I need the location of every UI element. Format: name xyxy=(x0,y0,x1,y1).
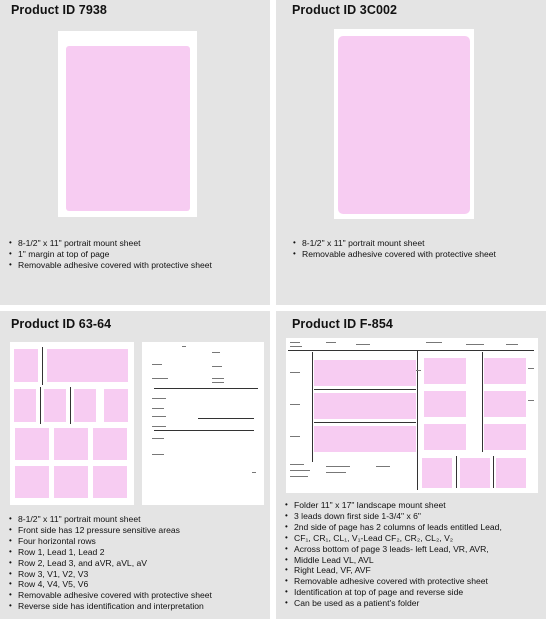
lead-area xyxy=(484,358,526,384)
product-panel-7938 xyxy=(0,0,270,305)
product-panel-63-64 xyxy=(0,311,270,619)
lead-area xyxy=(93,428,127,460)
feature-item: • Reverse side has identification and interpretation xyxy=(8,601,212,612)
feature-item: • Removable adhesive covered with protective sheet xyxy=(8,590,212,601)
front-sheet-illustration xyxy=(10,342,134,505)
feature-item: • Middle Lead VL, AVL xyxy=(284,555,502,566)
form-text xyxy=(290,346,302,347)
divider xyxy=(482,352,483,452)
form-text xyxy=(152,416,166,417)
adhesive-area xyxy=(66,46,190,211)
form-text xyxy=(290,342,300,343)
feature-list xyxy=(292,238,496,260)
form-text xyxy=(528,400,534,401)
form-text xyxy=(152,378,168,379)
lead-area xyxy=(104,389,128,422)
product-panel-3c002 xyxy=(276,0,546,305)
lead-area xyxy=(15,428,49,460)
feature-item: • Folder 11" x 17" landscape mount sheet xyxy=(284,500,502,511)
feature-item: • Front side has 12 pressure sensitive areas xyxy=(8,525,212,536)
feature-item: • 3 leads down first side 1-3/4" x 6" xyxy=(284,511,502,522)
lead-area xyxy=(74,389,96,422)
feature-item: • 2nd side of page has 2 columns of leads entitled Lead, xyxy=(284,522,502,533)
form-text xyxy=(326,472,346,473)
form-text xyxy=(290,436,300,437)
mount-sheet-illustration xyxy=(334,29,474,219)
feature-item: • CF₁, CR₁, CL₁, V₁-Lead CF₂, CR₂, CL₂, V₂ xyxy=(284,533,502,544)
feature-item: • 1" margin at top of page xyxy=(8,249,212,260)
feature-list xyxy=(284,500,502,609)
divider xyxy=(456,456,457,488)
lead-area xyxy=(484,424,526,450)
feature-item: • Row 4, V4, V5, V6 xyxy=(8,579,212,590)
divider xyxy=(40,387,41,424)
lead-area xyxy=(484,391,526,417)
form-text xyxy=(152,398,166,399)
form-text xyxy=(416,370,421,371)
form-line xyxy=(314,422,416,423)
lead-area xyxy=(93,466,127,498)
fold-line xyxy=(417,350,418,490)
feature-item: • Row 1, Lead 1, Lead 2 xyxy=(8,547,212,558)
form-text xyxy=(152,426,166,427)
lead-area xyxy=(424,358,466,384)
feature-item: • 8-1/2" x 11" portrait mount sheet xyxy=(8,514,212,525)
feature-item: • Right Lead, VF, AVF xyxy=(284,565,502,576)
feature-item: • Row 2, Lead 3, and aVR, aVL, aV xyxy=(8,558,212,569)
form-text xyxy=(290,470,310,471)
divider xyxy=(312,352,313,462)
form-text xyxy=(212,366,222,367)
form-text xyxy=(252,472,256,473)
divider xyxy=(42,347,43,385)
lead-area xyxy=(460,458,490,488)
feature-item: • Row 3, V1, V2, V3 xyxy=(8,569,212,580)
lead-area xyxy=(496,458,526,488)
feature-item: • 8-1/2" x 11" portrait mount sheet xyxy=(292,238,496,249)
lead-area xyxy=(47,349,128,382)
form-line xyxy=(288,350,534,351)
form-text xyxy=(506,344,518,345)
lead-area xyxy=(54,428,88,460)
lead-area xyxy=(424,424,466,450)
form-text xyxy=(212,352,220,353)
lead-area xyxy=(314,360,416,386)
lead-area xyxy=(422,458,452,488)
form-text xyxy=(290,404,300,405)
form-text xyxy=(356,344,370,345)
lead-area xyxy=(314,426,416,452)
divider xyxy=(493,456,494,488)
lead-area xyxy=(15,466,49,498)
lead-area xyxy=(314,393,416,419)
form-text xyxy=(466,344,484,345)
form-text xyxy=(290,464,304,465)
feature-list xyxy=(8,238,212,271)
feature-item: • Removable adhesive covered with protective sheet xyxy=(8,260,212,271)
lead-area xyxy=(424,391,466,417)
feature-list xyxy=(8,514,212,612)
form-text xyxy=(528,368,534,369)
feature-item: • Can be used as a patient's folder xyxy=(284,598,502,609)
form-text xyxy=(290,372,300,373)
feature-item: • Removable adhesive covered with protective sheet xyxy=(292,249,496,260)
reverse-sheet-illustration xyxy=(142,342,264,505)
form-text xyxy=(152,454,164,455)
feature-item: • Removable adhesive covered with protective sheet xyxy=(284,576,502,587)
form-line xyxy=(198,418,254,419)
form-text xyxy=(426,342,442,343)
product-title: Product ID 3C002 xyxy=(292,3,398,17)
form-line xyxy=(154,430,254,431)
lead-area xyxy=(54,466,88,498)
divider xyxy=(70,387,71,424)
feature-item: • Identification at top of page and reverse side xyxy=(284,587,502,598)
folder-sheet-illustration xyxy=(286,338,538,493)
lead-area xyxy=(44,389,66,422)
product-title: Product ID 7938 xyxy=(11,3,107,17)
form-text xyxy=(212,378,224,379)
adhesive-area xyxy=(338,36,470,214)
form-text xyxy=(152,364,162,365)
form-text xyxy=(182,346,186,347)
feature-item: • 8-1/2" x 11" portrait mount sheet xyxy=(8,238,212,249)
form-text xyxy=(326,466,350,467)
feature-item: • Across bottom of page 3 leads- left Lead, VR, AVR, xyxy=(284,544,502,555)
form-line xyxy=(314,389,416,390)
lead-area xyxy=(14,349,38,382)
product-panel-f-854 xyxy=(276,311,546,619)
form-text xyxy=(326,342,336,343)
form-text xyxy=(290,476,308,477)
form-text xyxy=(152,408,164,409)
mount-sheet-illustration xyxy=(58,31,197,217)
form-text xyxy=(212,382,224,383)
product-title: Product ID 63-64 xyxy=(11,317,112,331)
lead-area xyxy=(14,389,36,422)
form-line xyxy=(154,388,258,389)
product-title: Product ID F-854 xyxy=(292,317,393,331)
form-text xyxy=(152,438,164,439)
form-text xyxy=(376,466,390,467)
feature-item: • Four horizontal rows xyxy=(8,536,212,547)
